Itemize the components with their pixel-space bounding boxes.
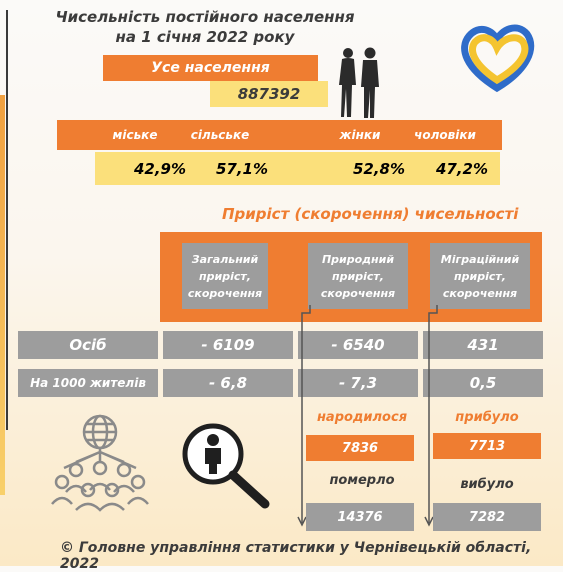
row-per1000-total: - 6,8 bbox=[163, 369, 293, 397]
left-vertical-line bbox=[6, 10, 8, 430]
footer-credit: © Головне управління статистики у Чернівецькій області, 2022 bbox=[60, 540, 532, 572]
died-label: померло bbox=[329, 473, 395, 488]
born-label: народилося bbox=[316, 410, 408, 425]
total-label: Усе населення bbox=[103, 55, 318, 81]
died-value: 14376 bbox=[306, 503, 414, 531]
header-total-line1: Загальний bbox=[191, 252, 259, 266]
header-natural-growth bbox=[308, 243, 408, 309]
born-value: 7836 bbox=[306, 435, 414, 461]
header-natural-line3: скорочення bbox=[320, 286, 396, 300]
category-label-women: жінки bbox=[339, 128, 381, 142]
row-persons-natural: - 6540 bbox=[298, 331, 418, 359]
category-value-women: 52,8% bbox=[352, 159, 406, 178]
row-per1000-natural: - 7,3 bbox=[298, 369, 418, 397]
network-people-icon bbox=[50, 410, 150, 515]
row-persons-total: - 6109 bbox=[163, 331, 293, 359]
header-migration-line1: Міграційний bbox=[440, 252, 520, 266]
row-per1000-migration: 0,5 bbox=[423, 369, 543, 397]
category-value-urban: 42,9% bbox=[133, 159, 187, 178]
arrived-label: прибуло bbox=[455, 410, 519, 425]
left-value: 7282 bbox=[433, 503, 541, 531]
category-label-men: чоловіки bbox=[414, 128, 476, 142]
people-silhouette-icon bbox=[330, 45, 390, 120]
header-migration-growth bbox=[430, 243, 530, 309]
header-total-line2: приріст, bbox=[199, 269, 251, 283]
header-natural-line1: Природний bbox=[321, 252, 395, 266]
left-label: вибуло bbox=[460, 477, 514, 492]
header-migration-line2: приріст, bbox=[454, 269, 506, 283]
row-label-per1000: На 1000 жителів bbox=[18, 369, 158, 397]
arrived-value: 7713 bbox=[433, 433, 541, 459]
header-total-growth bbox=[182, 243, 268, 309]
category-label-urban: міське bbox=[112, 128, 158, 142]
category-label-rural: сільське bbox=[190, 128, 250, 142]
category-value-men: 47,2% bbox=[435, 159, 489, 178]
header-total-line3: скорочення bbox=[187, 286, 263, 300]
header-migration-line3: скорочення bbox=[442, 286, 518, 300]
page-title-line1: Чисельність постійного населення bbox=[55, 8, 355, 26]
growth-title: Приріст (скорочення) чисельності bbox=[222, 205, 519, 223]
left-accent-bar bbox=[0, 95, 5, 495]
header-natural-line2: приріст, bbox=[332, 269, 384, 283]
row-label-persons: Осіб bbox=[18, 331, 158, 359]
heart-flag-icon bbox=[455, 18, 540, 98]
row-persons-migration: 431 bbox=[423, 331, 543, 359]
category-value-rural: 57,1% bbox=[215, 159, 269, 178]
page-title-line2: на 1 січня 2022 року bbox=[115, 28, 295, 46]
total-value: 887392 bbox=[210, 81, 328, 107]
magnifier-person-icon bbox=[175, 420, 275, 510]
